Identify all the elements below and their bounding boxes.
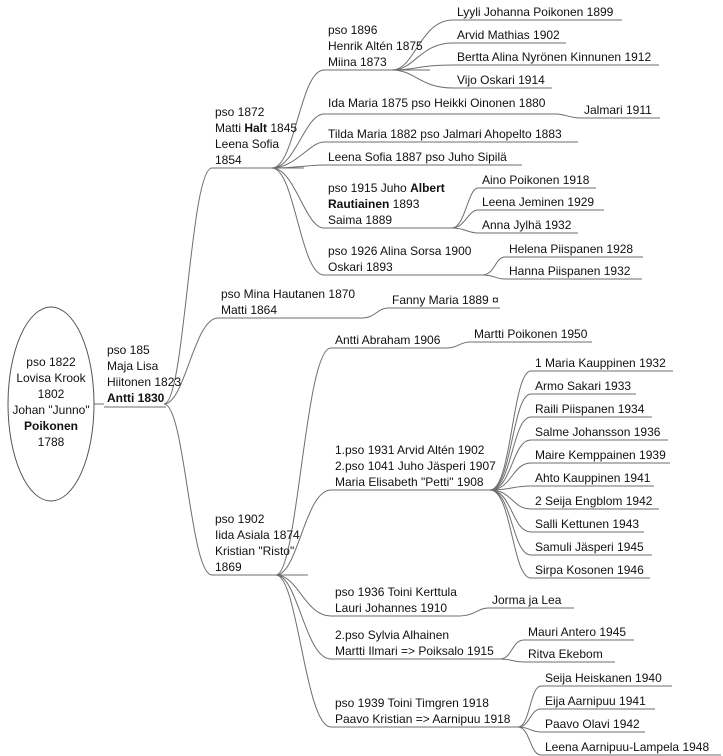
gen1-line-4: Antti 1830 — [107, 391, 165, 405]
abraham-child-label: Martti Poikonen 1950 — [474, 327, 588, 341]
kerttula-child-label: Jorma ja Lea — [492, 593, 562, 607]
hautanen-line-1: pso Mina Hautanen 1870 — [221, 287, 356, 301]
kerttula-line-2: Lauri Johannes 1910 — [335, 601, 448, 615]
root-line-2: Lovisa Krook — [16, 371, 86, 385]
kerttula-node[interactable] — [331, 585, 458, 616]
root-line-3: 1802 — [37, 387, 65, 401]
petti-child-9[interactable]: Samuli Jäsperi 1945 — [535, 540, 644, 554]
rautiainen-line-1 — [328, 181, 445, 195]
root-line-4: Johan "Junno" — [12, 403, 90, 417]
halt-name-first: Matti — [215, 121, 245, 135]
hautanen-child[interactable] — [388, 293, 500, 308]
petti-child-3[interactable]: Raili Piispanen 1934 — [535, 402, 645, 416]
root-line-1: pso 1822 — [26, 355, 76, 369]
petti-node[interactable] — [331, 443, 496, 490]
risto-line-4: 1869 — [215, 560, 242, 574]
halt-name-year: 1845 — [267, 121, 298, 135]
aarnipuu-child-2[interactable]: Eija Aarnipuu 1941 — [545, 694, 646, 708]
halt-line-1: pso 1872 — [215, 105, 265, 119]
abraham-child[interactable] — [470, 327, 592, 342]
sorsa-node[interactable] — [324, 244, 482, 275]
aarnipuu-line-2: Paavo Kristian => Aarnipuu 1918 — [335, 712, 511, 726]
petti-child-6[interactable]: Ahto Kauppinen 1941 — [535, 471, 651, 485]
gen1-line-2: Maja Lisa — [107, 359, 159, 373]
rautiainen-line-3: Saima 1889 — [328, 213, 393, 227]
sorsa-child-1[interactable]: Helena Piispanen 1928 — [509, 242, 634, 256]
leena1887-node[interactable] — [324, 150, 522, 165]
hautanen-line-2: Matti 1864 — [221, 303, 278, 317]
risto-line-1: pso 1902 — [215, 512, 265, 526]
kerttula-line-1: pso 1936 Toini Kerttula — [335, 585, 457, 599]
ida-node[interactable] — [324, 96, 556, 114]
tilda-label: Tilda Maria 1882 pso Jalmari Ahopelto 1883 — [328, 127, 562, 141]
rautiainen-line-2 — [328, 197, 420, 211]
poiksalo-line-2: Martti Ilmari => Poiksalo 1915 — [335, 644, 494, 658]
petti-child-5[interactable]: Maire Kemppainen 1939 — [535, 448, 666, 462]
poiksalo-children — [524, 625, 634, 662]
aarnipuu-node[interactable] — [331, 696, 518, 727]
halt-line-3: Leena Sofia — [215, 137, 280, 151]
petti-line-2: 2.pso 1041 Juho Jäsperi 1907 — [335, 459, 496, 473]
alten1896-line-1: pso 1896 — [328, 23, 378, 37]
petti-child-1[interactable]: 1 Maria Kauppinen 1932 — [535, 356, 666, 370]
alten1896-child-3[interactable]: Bertta Alina Nyrönen Kinnunen 1912 — [457, 50, 652, 64]
rautiainen-child-1[interactable]: Aino Poikonen 1918 — [482, 173, 590, 187]
halt-line-4: 1854 — [215, 153, 242, 167]
aarnipuu-line-1: pso 1939 Toini Timgren 1918 — [335, 696, 489, 710]
petti-children — [531, 356, 673, 578]
alten1896-line-2: Henrik Altén 1875 — [328, 39, 423, 53]
abraham-node[interactable] — [331, 333, 446, 348]
alten1896-node[interactable] — [324, 23, 430, 70]
aarnipuu-child-4[interactable]: Leena Aarnipuu-Lampela 1948 — [545, 740, 710, 754]
risto-line-3: Kristian "Risto" — [215, 544, 295, 558]
alten1896-line-3: Miina 1873 — [328, 55, 387, 69]
risto-line-2: Iida Asiala 1874 — [215, 528, 300, 542]
alten1896-child-2[interactable]: Arvid Mathias 1902 — [457, 28, 560, 42]
halt-name-surname: Halt — [244, 121, 268, 135]
gen1-line-1: pso 185 — [107, 343, 150, 357]
rautiainen-surname: Rautiainen — [328, 197, 390, 211]
aarnipuu-children — [541, 671, 721, 755]
alten1896-children — [453, 5, 659, 88]
root-line-6: 1788 — [37, 435, 65, 449]
rautiainen-node[interactable] — [324, 181, 452, 228]
petti-line-1: 1.pso 1931 Arvid Altén 1902 — [335, 443, 485, 457]
poiksalo-child-1[interactable]: Mauri Antero 1945 — [528, 625, 627, 639]
sorsa-child-2[interactable]: Hanna Piispanen 1932 — [509, 264, 631, 278]
rautiainen-child-3[interactable]: Anna Jylhä 1932 — [482, 218, 572, 232]
rautiainen-year: 1893 — [389, 197, 420, 211]
rautiainen-children — [478, 173, 604, 233]
petti-line-3: Maria Elisabeth "Petti" 1908 — [335, 475, 484, 489]
tilda-node[interactable] — [324, 127, 578, 142]
poiksalo-child-2[interactable]: Ritva Ekebom — [528, 647, 603, 661]
hautanen-child-label: Fanny Maria 1889 ¤ — [392, 293, 499, 307]
halt-node[interactable] — [212, 105, 304, 168]
rautiainen-prefix: pso 1915 Juho — [328, 181, 411, 195]
petti-child-4[interactable]: Salme Johansson 1936 — [535, 425, 661, 439]
sorsa-children — [505, 242, 643, 279]
leena1887-label: Leena Sofia 1887 pso Juho Sipilä — [328, 150, 507, 164]
aarnipuu-child-1[interactable]: Seija Heiskanen 1940 — [545, 671, 662, 685]
petti-child-10[interactable]: Sirpa Kosonen 1946 — [535, 563, 644, 577]
poiksalo-node[interactable] — [331, 628, 500, 659]
poiksalo-line-1: 2.pso Sylvia Alhainen — [335, 628, 450, 642]
petti-child-8[interactable]: Salli Kettunen 1943 — [535, 517, 640, 531]
abraham-label: Antti Abraham 1906 — [335, 333, 441, 347]
rautiainen-middle-name: Albert — [410, 181, 445, 195]
aarnipuu-child-3[interactable]: Paavo Olavi 1942 — [545, 717, 640, 731]
alten1896-child-1[interactable]: Lyyli Johanna Poikonen 1899 — [457, 5, 614, 19]
root-line-5: Poikonen — [23, 419, 79, 433]
rautiainen-child-2[interactable]: Leena Jeminen 1929 — [482, 195, 595, 209]
ida-child-label: Jalmari 1911 — [584, 103, 652, 117]
petti-child-7[interactable]: 2 Seija Engblom 1942 — [535, 494, 653, 508]
hautanen-node[interactable] — [218, 287, 362, 318]
sorsa-line-1: pso 1926 Alina Sorsa 1900 — [328, 244, 472, 258]
alten1896-child-4[interactable]: Vijo Oskari 1914 — [457, 73, 545, 87]
root-node[interactable] — [8, 307, 94, 501]
sorsa-line-2: Oskari 1893 — [328, 260, 393, 274]
kerttula-child[interactable] — [488, 593, 574, 608]
ida-child[interactable] — [580, 103, 660, 118]
petti-child-2[interactable]: Armo Sakari 1933 — [535, 379, 632, 393]
ida-label: Ida Maria 1875 pso Heikki Oinonen 1880 — [328, 96, 546, 110]
gen1-line-3: Hiitonen 1823 — [107, 375, 182, 389]
halt-line-2 — [215, 121, 297, 135]
